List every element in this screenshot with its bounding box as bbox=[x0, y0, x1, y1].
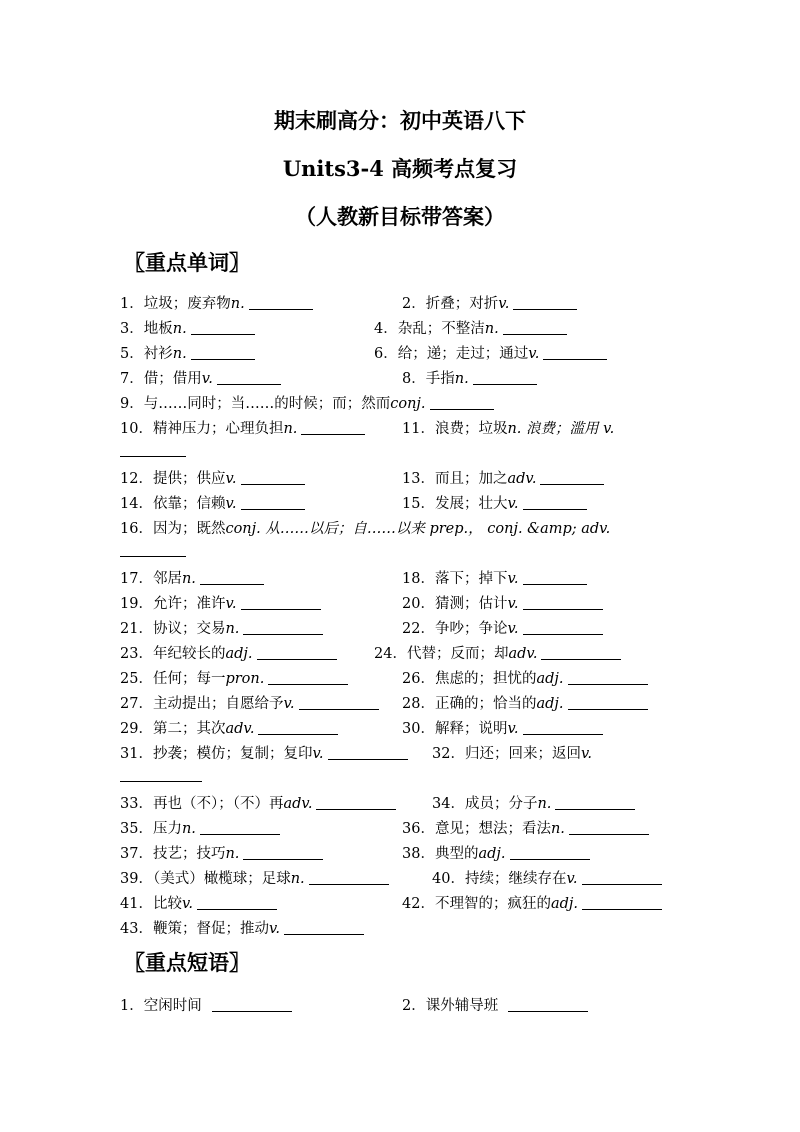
answer-blank[interactable] bbox=[258, 720, 338, 735]
word-text: 43．鞭策；督促；推动 bbox=[120, 921, 269, 937]
word-item-6 bbox=[374, 342, 607, 367]
word-text: 12．提供；供应 bbox=[120, 471, 226, 487]
answer-blank[interactable] bbox=[568, 695, 648, 710]
word-pos: n. bbox=[283, 421, 298, 437]
word-pos: adj. bbox=[536, 671, 564, 687]
word-text: 3．地板 bbox=[120, 321, 173, 337]
word-item-8 bbox=[402, 367, 537, 392]
word-text: 17．邻居 bbox=[120, 571, 182, 587]
title-line-3: （人教新目标带答案） bbox=[295, 204, 505, 229]
word-item-40 bbox=[432, 867, 662, 892]
word-text: 39．（美式）橄榄球；足球 bbox=[120, 871, 291, 887]
word-item-27 bbox=[120, 692, 379, 717]
word-text: 32．归还；回来；返回 bbox=[432, 746, 581, 762]
word-pos: adv. bbox=[225, 721, 255, 737]
answer-blank[interactable] bbox=[241, 470, 305, 485]
word-pos: v. bbox=[498, 296, 510, 312]
answer-blank[interactable] bbox=[284, 920, 364, 935]
answer-blank[interactable] bbox=[200, 570, 264, 585]
answer-blank[interactable] bbox=[508, 997, 588, 1012]
word-row bbox=[120, 917, 700, 942]
word-text: 42．不理智的；疯狂的 bbox=[402, 896, 551, 912]
phrases-section-heading: 〖重点短语〗 bbox=[124, 950, 250, 975]
answer-blank[interactable] bbox=[299, 695, 379, 710]
word-pos: pron. bbox=[225, 671, 265, 687]
answer-blank[interactable] bbox=[200, 820, 280, 835]
title-line-2: Units3-4 高频考点复习 bbox=[282, 156, 518, 181]
word-text: 37．技艺；技巧 bbox=[120, 846, 226, 862]
word-pos: conj. bbox=[390, 396, 426, 412]
word-pos: v. bbox=[312, 746, 324, 762]
word-pos: v. bbox=[268, 921, 281, 937]
word-row bbox=[120, 667, 700, 692]
answer-blank[interactable] bbox=[197, 895, 277, 910]
word-text: 8．手指 bbox=[402, 371, 455, 387]
answer-blank[interactable] bbox=[523, 595, 603, 610]
word-item-26 bbox=[402, 667, 648, 692]
word-row bbox=[120, 842, 700, 867]
answer-blank[interactable] bbox=[543, 345, 607, 360]
word-text: 14．依靠；信赖 bbox=[120, 496, 226, 512]
word-text: 23．年纪较长的 bbox=[120, 646, 226, 662]
word-text: 38．典型的 bbox=[402, 846, 479, 862]
word-row bbox=[120, 592, 700, 617]
word-text: 35．压力 bbox=[120, 821, 182, 837]
word-text: 15．发展；壮大 bbox=[402, 496, 508, 512]
word-pos: v. bbox=[507, 596, 519, 612]
word-text: 22．争吵；争论 bbox=[402, 621, 508, 637]
word-item-37 bbox=[120, 842, 323, 867]
word-text: 5．衬衫 bbox=[120, 346, 173, 362]
word-pos: v. bbox=[283, 696, 295, 712]
word-text: 16．因为；既然 bbox=[120, 521, 226, 537]
word-item-25 bbox=[120, 667, 348, 692]
answer-blank[interactable] bbox=[523, 620, 603, 635]
word-pos: n. bbox=[225, 846, 240, 862]
answer-blank[interactable] bbox=[582, 895, 662, 910]
word-pos: v. bbox=[507, 721, 519, 737]
word-item-13 bbox=[402, 467, 604, 492]
word-pos: v. bbox=[566, 871, 578, 887]
word-pos: v. bbox=[528, 346, 540, 362]
phrase-item-1 bbox=[120, 994, 292, 1019]
word-item-42 bbox=[402, 892, 662, 917]
answer-blank[interactable] bbox=[503, 320, 567, 335]
word-text: 1．垃圾；废弃物 bbox=[120, 296, 231, 312]
word-item-38 bbox=[402, 842, 590, 867]
phrase-item-2 bbox=[402, 994, 588, 1019]
answer-blank[interactable] bbox=[191, 320, 255, 335]
word-row bbox=[120, 717, 700, 742]
answer-blank-continued[interactable] bbox=[120, 763, 202, 788]
answer-blank[interactable] bbox=[523, 720, 603, 735]
word-row bbox=[120, 317, 700, 342]
word-pos: adj. bbox=[225, 646, 253, 662]
word-item-28 bbox=[402, 692, 648, 717]
title-line-1: 期末刷高分：初中英语八下 bbox=[274, 108, 526, 133]
word-item-22 bbox=[402, 617, 603, 642]
word-item-29 bbox=[120, 717, 338, 742]
word-item-20 bbox=[402, 592, 603, 617]
word-text: 33．再也（不）；（不）再 bbox=[120, 796, 284, 812]
word-pos: adv. bbox=[507, 471, 537, 487]
word-row bbox=[120, 467, 700, 492]
word-item-4 bbox=[374, 317, 567, 342]
word-row bbox=[120, 392, 700, 417]
word-row bbox=[120, 617, 700, 642]
word-row bbox=[120, 342, 700, 367]
word-pos: n. bbox=[290, 871, 305, 887]
word-pos: adj. bbox=[536, 696, 564, 712]
phrase-text: 2．课外辅导班 bbox=[402, 998, 499, 1014]
word-pos: v. bbox=[201, 371, 213, 387]
word-row bbox=[120, 867, 700, 892]
word-text: 19．允许；准许 bbox=[120, 596, 226, 612]
answer-blank[interactable] bbox=[555, 795, 635, 810]
word-pos: v. bbox=[507, 621, 519, 637]
word-row bbox=[120, 517, 700, 542]
word-text: 10．精神压力；心理负担 bbox=[120, 421, 284, 437]
word-pos: adv. bbox=[283, 796, 313, 812]
answer-blank-continued[interactable] bbox=[120, 438, 186, 463]
answer-blank[interactable] bbox=[309, 870, 389, 885]
answer-blank[interactable] bbox=[301, 420, 365, 435]
word-pos: v. bbox=[580, 746, 593, 762]
answer-blank[interactable] bbox=[191, 345, 255, 360]
answer-blank[interactable] bbox=[510, 845, 590, 860]
word-row bbox=[120, 292, 700, 317]
word-pos: v. bbox=[507, 571, 519, 587]
answer-blank[interactable] bbox=[249, 295, 313, 310]
word-text: 36．意见；想法；看法 bbox=[402, 821, 551, 837]
word-pos: n. bbox=[172, 346, 187, 362]
word-pos: v. bbox=[225, 496, 237, 512]
word-pos: v. bbox=[225, 596, 237, 612]
word-item-32 bbox=[432, 742, 592, 767]
word-text: 2．折叠；对折 bbox=[402, 296, 499, 312]
word-item-18 bbox=[402, 567, 587, 592]
word-text: 30．解释；说明 bbox=[402, 721, 508, 737]
word-text: 34．成员；分子 bbox=[432, 796, 538, 812]
word-row bbox=[120, 742, 700, 767]
answer-blank[interactable] bbox=[582, 870, 662, 885]
answer-blank[interactable] bbox=[541, 645, 621, 660]
word-row bbox=[120, 567, 700, 592]
answer-blank[interactable] bbox=[569, 820, 649, 835]
answer-blank[interactable] bbox=[243, 620, 323, 635]
word-pos: n. bbox=[181, 571, 196, 587]
answer-blank[interactable] bbox=[513, 295, 577, 310]
word-item-3 bbox=[120, 317, 255, 342]
word-pos: n. bbox=[225, 621, 240, 637]
word-text: 4．杂乱；不整洁 bbox=[374, 321, 485, 337]
answer-blank[interactable] bbox=[241, 595, 321, 610]
answer-blank-continued[interactable] bbox=[120, 538, 186, 563]
word-row bbox=[120, 492, 700, 517]
word-text: 41．比较 bbox=[120, 896, 182, 912]
word-row bbox=[120, 792, 700, 817]
word-text: 13．而且；加之 bbox=[402, 471, 508, 487]
word-item-12 bbox=[120, 467, 305, 492]
answer-blank[interactable] bbox=[316, 795, 396, 810]
word-item-16 bbox=[120, 517, 610, 542]
word-item-35 bbox=[120, 817, 280, 842]
word-item-39 bbox=[120, 867, 389, 892]
word-pos: n. bbox=[484, 321, 499, 337]
word-pos: n. bbox=[454, 371, 469, 387]
word-text: 25．任何；每一 bbox=[120, 671, 226, 687]
word-row bbox=[120, 367, 700, 392]
word-pos: conj. 从……以后；自……以来 prep.， conj. &amp; adv. bbox=[225, 521, 611, 537]
word-pos: v. bbox=[181, 896, 194, 912]
word-text: 24．代替；反而；却 bbox=[374, 646, 509, 662]
word-item-41 bbox=[120, 892, 277, 917]
word-item-5 bbox=[120, 342, 255, 367]
word-text: 29．第二；其次 bbox=[120, 721, 226, 737]
word-text: 9．与……同时；当……的时候；而；然而 bbox=[120, 396, 391, 412]
answer-blank[interactable] bbox=[523, 495, 587, 510]
word-item-33 bbox=[120, 792, 396, 817]
word-text: 20．猜测；估计 bbox=[402, 596, 508, 612]
word-text: 7．借；借用 bbox=[120, 371, 202, 387]
word-text: 21．协议；交易 bbox=[120, 621, 226, 637]
word-text: 6．给；递；走过；通过 bbox=[374, 346, 529, 362]
word-item-36 bbox=[402, 817, 649, 842]
word-item-1 bbox=[120, 292, 313, 317]
answer-blank[interactable] bbox=[568, 670, 648, 685]
word-pos: n. bbox=[181, 821, 196, 837]
word-row bbox=[120, 417, 700, 442]
word-text: 18．落下；掉下 bbox=[402, 571, 508, 587]
word-item-2 bbox=[402, 292, 577, 317]
word-row bbox=[120, 817, 700, 842]
word-item-43 bbox=[120, 917, 364, 942]
word-pos: n. bbox=[550, 821, 565, 837]
word-item-7 bbox=[120, 367, 281, 392]
word-pos: n. bbox=[172, 321, 187, 337]
word-item-11 bbox=[402, 417, 614, 442]
answer-blank[interactable] bbox=[243, 845, 323, 860]
word-item-30 bbox=[402, 717, 603, 742]
word-pos: n. 浪费；滥用 v. bbox=[507, 421, 615, 437]
word-item-14 bbox=[120, 492, 305, 517]
word-item-17 bbox=[120, 567, 264, 592]
word-text: 28．正确的；恰当的 bbox=[402, 696, 537, 712]
answer-blank[interactable] bbox=[473, 370, 537, 385]
word-row bbox=[120, 642, 700, 667]
phrase-text: 1．空闲时间 bbox=[120, 998, 202, 1014]
word-item-19 bbox=[120, 592, 321, 617]
answer-blank[interactable] bbox=[241, 495, 305, 510]
answer-blank[interactable] bbox=[212, 997, 292, 1012]
word-text: 40．持续；继续存在 bbox=[432, 871, 567, 887]
word-pos: v. bbox=[507, 496, 519, 512]
word-item-34 bbox=[432, 792, 635, 817]
word-item-15 bbox=[402, 492, 587, 517]
word-item-9 bbox=[120, 392, 494, 417]
answer-blank[interactable] bbox=[217, 370, 281, 385]
word-item-21 bbox=[120, 617, 323, 642]
word-row bbox=[120, 692, 700, 717]
answer-blank[interactable] bbox=[540, 470, 604, 485]
answer-blank[interactable] bbox=[523, 570, 587, 585]
word-pos: adv. bbox=[508, 646, 538, 662]
word-text: 31．抄袭；模仿；复制；复印 bbox=[120, 746, 313, 762]
word-pos: v. bbox=[225, 471, 237, 487]
word-text: 11．浪费；垃圾 bbox=[402, 421, 508, 437]
word-item-23 bbox=[120, 642, 337, 667]
answer-blank[interactable] bbox=[430, 395, 494, 410]
answer-blank[interactable] bbox=[257, 645, 337, 660]
word-text: 26．焦虑的；担忧的 bbox=[402, 671, 537, 687]
word-pos: n. bbox=[537, 796, 552, 812]
word-item-24 bbox=[374, 642, 621, 667]
answer-blank[interactable] bbox=[268, 670, 348, 685]
word-text: 27．主动提出；自愿给予 bbox=[120, 696, 284, 712]
word-pos: adj. bbox=[478, 846, 506, 862]
phrase-row bbox=[120, 994, 700, 1019]
word-pos: n. bbox=[230, 296, 245, 312]
word-row bbox=[120, 892, 700, 917]
word-pos: adj. bbox=[550, 896, 578, 912]
answer-blank[interactable] bbox=[328, 745, 408, 760]
words-section-heading: 〖重点单词〗 bbox=[124, 250, 250, 275]
